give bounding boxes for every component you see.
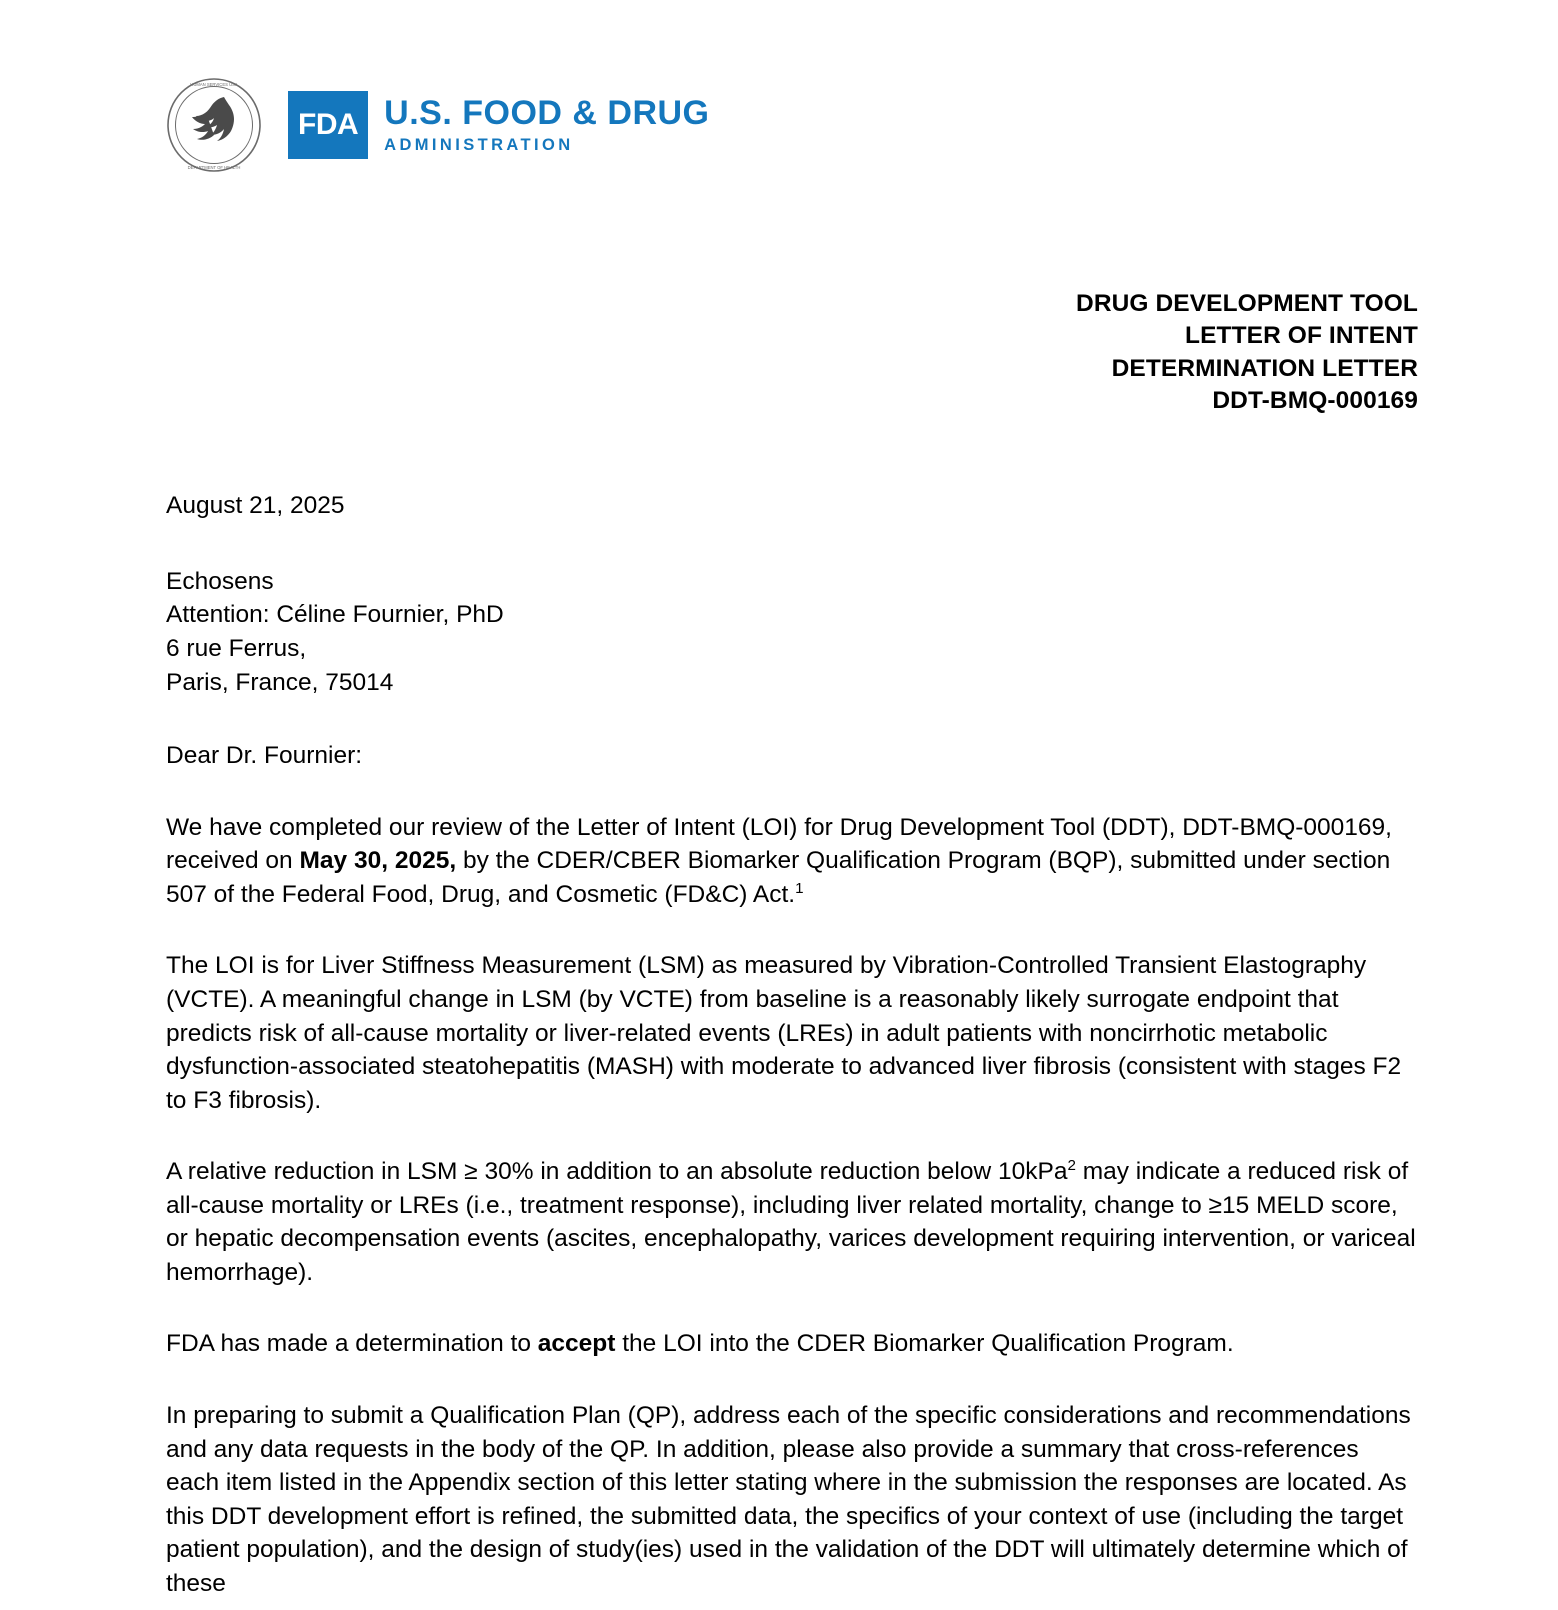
- recipient-attention: Attention: Céline Fournier, PhD: [166, 601, 504, 629]
- footnote-marker-2: 2: [1067, 1157, 1076, 1175]
- paragraph-review: [166, 811, 1418, 912]
- fda-logo: [288, 91, 710, 159]
- determination-part1: FDA has made a determination to: [166, 1330, 538, 1358]
- letter-body: [166, 489, 1418, 1600]
- salutation: Dear Dr. Fournier:: [166, 742, 363, 770]
- letterhead: [166, 70, 1418, 180]
- fda-wordmark: [384, 96, 709, 154]
- fda-badge: FDA: [288, 91, 368, 159]
- paragraph-loi-description: The LOI is for Liver Stiffness Measurement (LSM) as measured by Vibration-Controlled Transient Elastography (VCTE). A meaningful change in LSM (by VCTE) from baseline is a reasonably likely surrogate endpoint that predicts risk of all-cause mortality or liver-related events (LREs) in adult patients with noncirrhotic metabolic dysfunction-associated steatohepatitis (MASH) with moderate to advanced liver fibrosis (consistent with stages F2 to F3 fibrosis).: [166, 952, 1402, 1114]
- document-header: [166, 288, 1418, 417]
- recipient-address: [166, 565, 1418, 699]
- paragraph-qualification-plan: In preparing to submit a Qualification Plan (QP), address each of the specific considerations and recommendations and any data requests in the body of the QP. In addition, please also provide a summary that cross-references each item listed in the Appendix section of this letter stating where in the submission the responses are located. As this DDT development effort is refined, the submitted data, the specifics of your context of use (including the target patient population), and the design of study(ies) used in the validation of the DDT will ultimately determine which of these: [166, 1402, 1411, 1597]
- paragraph-determination: [166, 1327, 1418, 1361]
- paragraph-reduction-part1: A relative reduction in LSM ≥ 30% in addition to an absolute reduction below 10kPa: [166, 1158, 1068, 1186]
- recipient-city: Paris, France, 75014: [166, 668, 394, 696]
- paragraph-review-part2: by the CDER/CBER Biomarker Qualification Program (BQP), submitted under section 507 of the Federal Food, Drug, and Cosmetic (FD&C) Act.: [166, 847, 1391, 908]
- fda-subtitle: ADMINISTRATION: [384, 136, 574, 155]
- svg-text:HUMAN SERVICES USA: HUMAN SERVICES USA: [190, 82, 238, 87]
- svg-text:DEPARTMENT OF HEALTH: DEPARTMENT OF HEALTH: [187, 165, 241, 170]
- paragraph-reduction-part2: may indicate a reduced risk of all-cause mortality or LREs (i.e., treatment response), including liver related mortality, change to ≥15 MELD score, or hepatic decompensation events (ascites, encephalopathy, varices development requiring intervention, or variceal hemorrhage).: [166, 1158, 1416, 1286]
- recipient-company: Echosens: [166, 567, 274, 595]
- header-line-3: DETERMINATION LETTER: [1111, 354, 1418, 382]
- footnote-marker-1: 1: [795, 879, 804, 897]
- paragraph-review-part1: We have completed our review of the Letter of Intent (LOI) for Drug Development Tool (DDT), DDT-BMQ-000169, received on: [166, 813, 1392, 875]
- header-line-2: LETTER OF INTENT: [1185, 322, 1418, 350]
- determination-part2: the LOI into the CDER Biomarker Qualification Program.: [615, 1330, 1234, 1358]
- header-line-1: DRUG DEVELOPMENT TOOL: [1076, 290, 1418, 317]
- received-date: May 30, 2025,: [299, 847, 457, 875]
- letter-date: August 21, 2025: [166, 492, 345, 520]
- header-ddt-number: DDT-BMQ-000169: [1212, 386, 1418, 414]
- fda-title: U.S. FOOD & DRUG: [384, 94, 710, 133]
- paragraph-reduction-criteria: [166, 1155, 1418, 1289]
- recipient-street: 6 rue Ferrus,: [166, 635, 307, 662]
- determination-accept: accept: [537, 1330, 616, 1358]
- hhs-seal-icon: [166, 77, 262, 173]
